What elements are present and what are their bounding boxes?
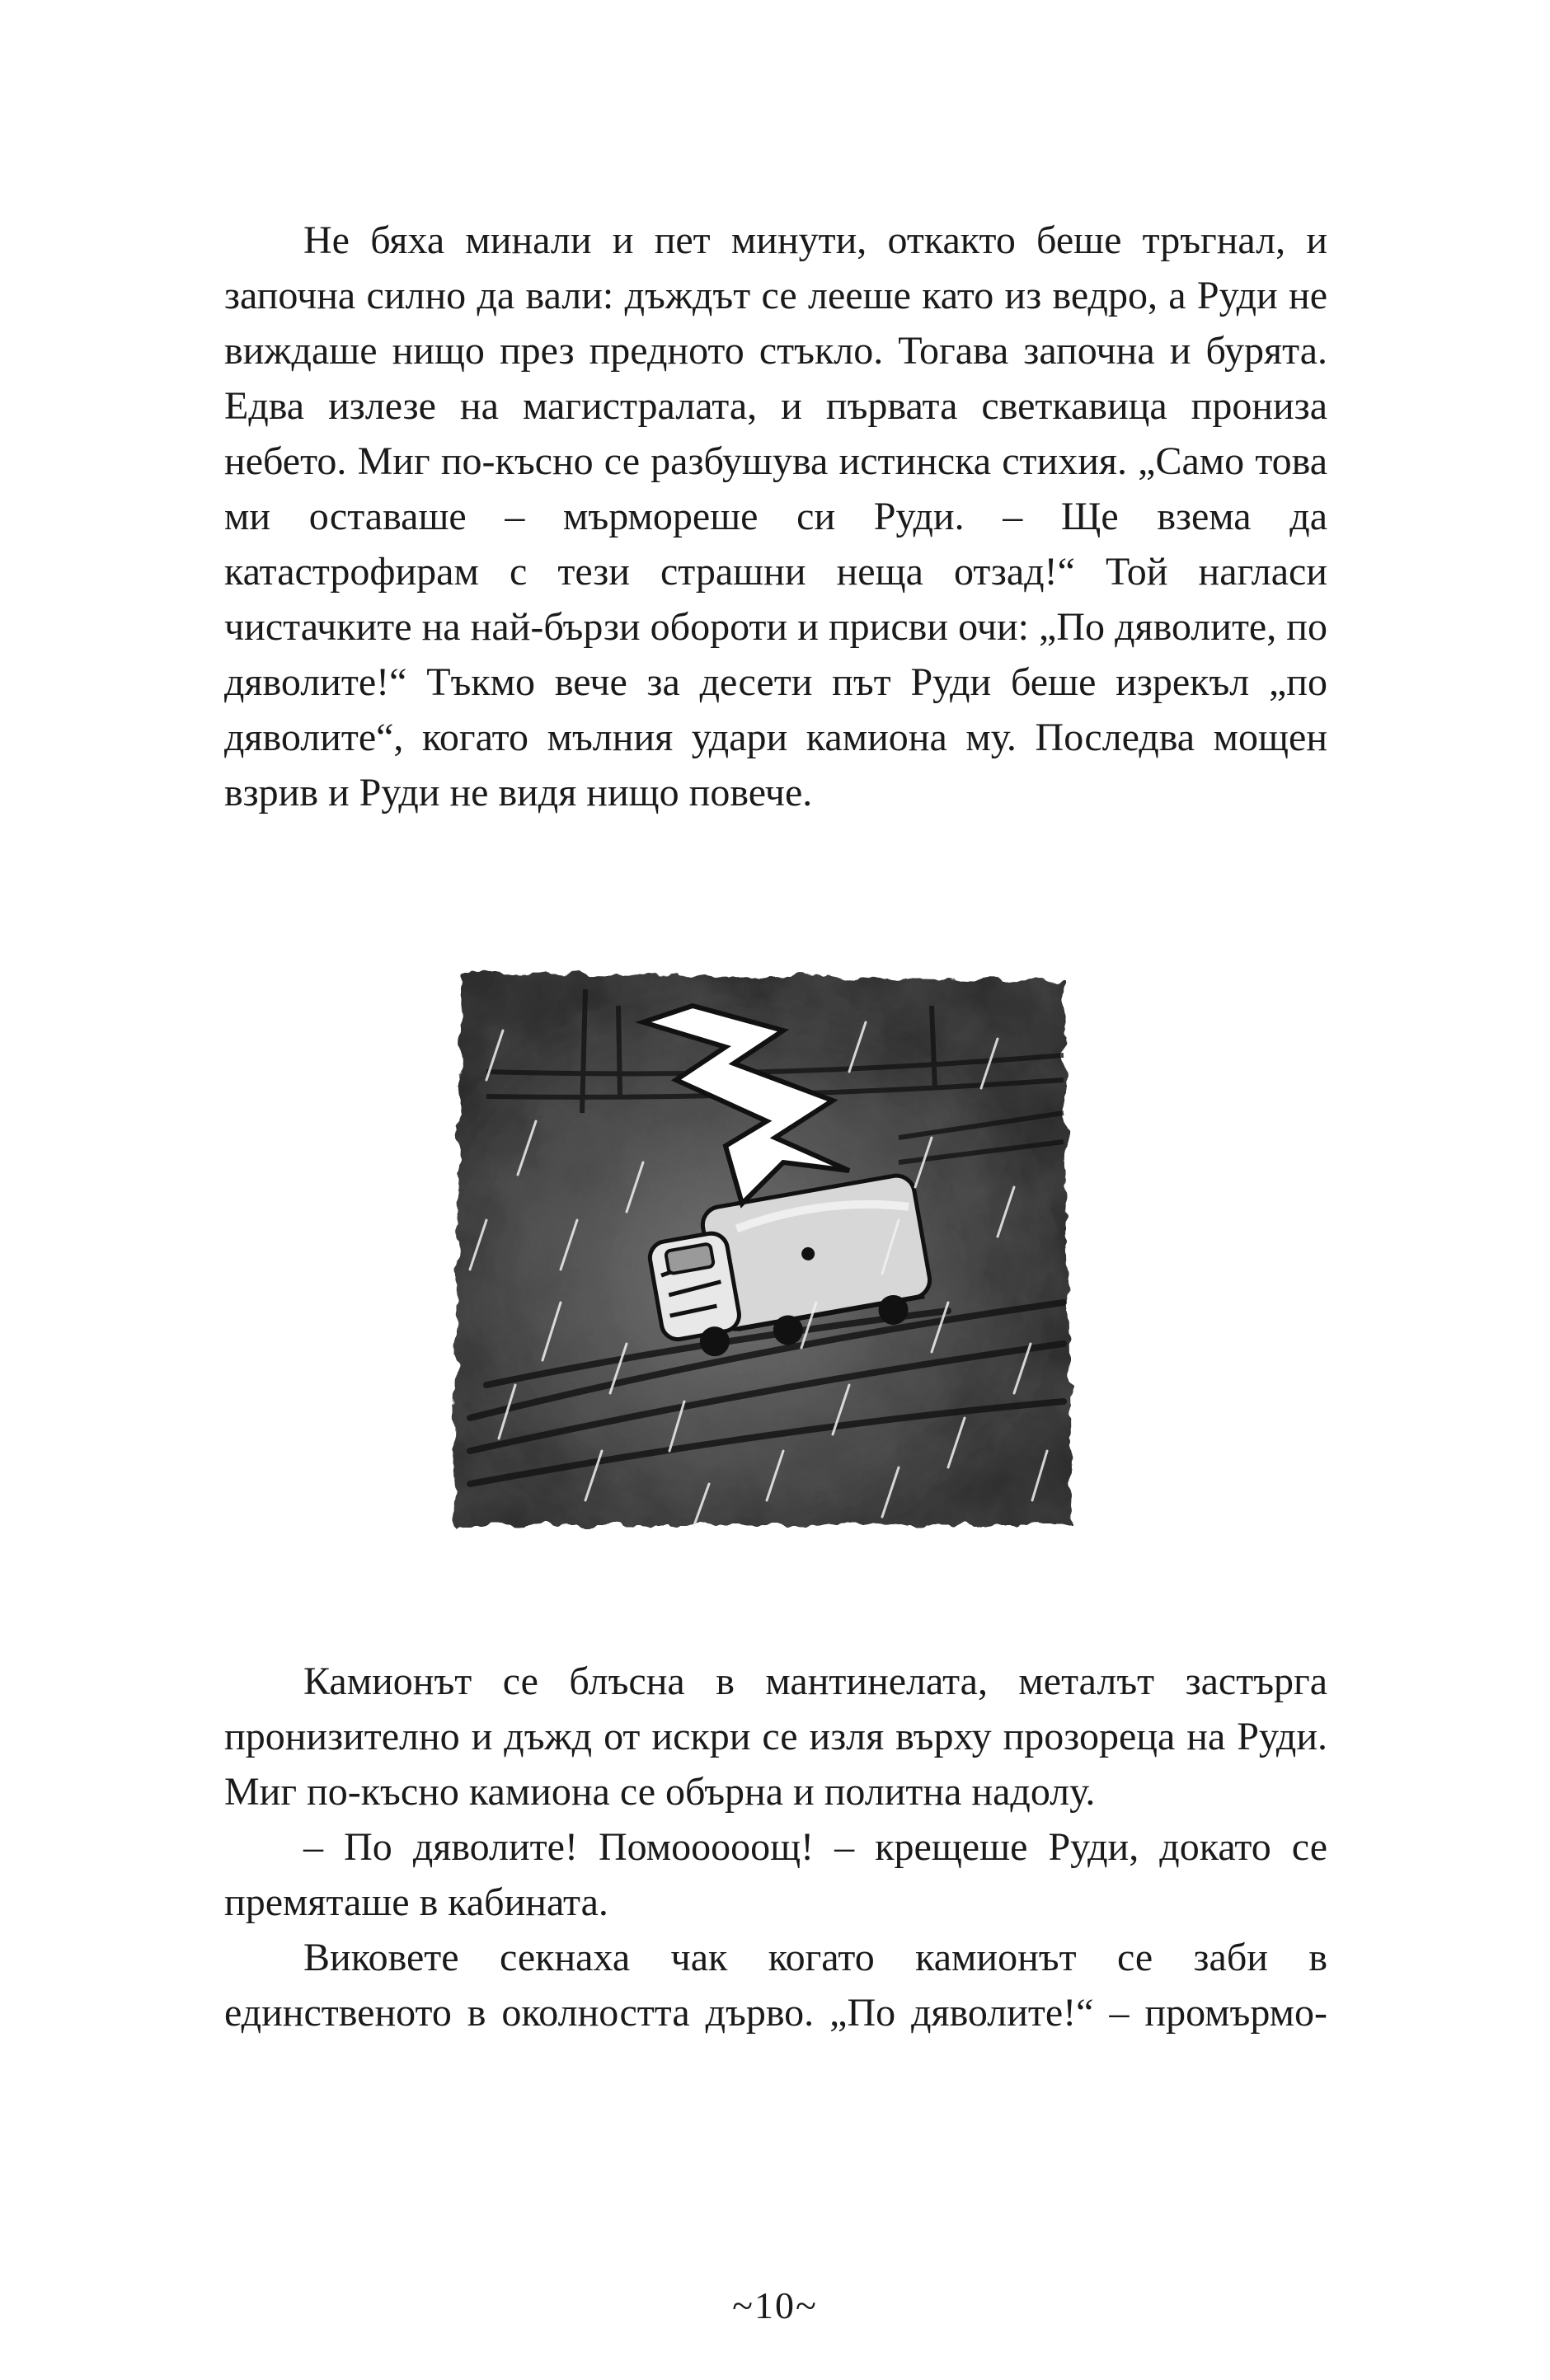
bottom-text-block (224, 1654, 1327, 2040)
paragraph-shout: – По дяволите! Помооооощ! – крещеше Руди, докато се премяташе в кабината. (224, 1825, 1327, 1924)
paragraph-storm-begins: Не бяха минали и пет минути, откакто беше тръгнал, и започна силно да вали: дъждът се лееше като из ведро, а Руди не виждаше нищо през предното стъкло. Тогава започна и бурята. Едва излезе на магистралата, и първата светкавица прониза небето. Миг по-късно се разбушува истинска стихия. „Само това ми оставаше – мърмореше си Руди. – Ще взема да катастрофирам с тези страшни неща отзад!“ Той нагласи чистачките на най-бързи обороти и присви очи: „По дяволите, по дяволите!“ Тъкмо вече за десети път Руди беше изрекъл „по дяволите“, когато мълния удари камиона му. Последва мощен взрив и Руди не видя нищо повече. (224, 218, 1327, 814)
storm-truck-lightning-illustration (437, 956, 1088, 1542)
paragraph-tree: Виковете секнаха чак когато камионът се заби в единственото в околността дърво. „По дяволите!“ – промърмо- (224, 1936, 1327, 2035)
top-text-block (224, 213, 1327, 820)
paragraph-crash: Камионът се блъсна в мантинелата, металът застърга пронизително и дъжд от искри се изля върху прозореца на Руди. Миг по-късно камиона се обърна и политна надолу. (224, 1659, 1327, 1814)
page-number: ~10~ (732, 2284, 818, 2326)
